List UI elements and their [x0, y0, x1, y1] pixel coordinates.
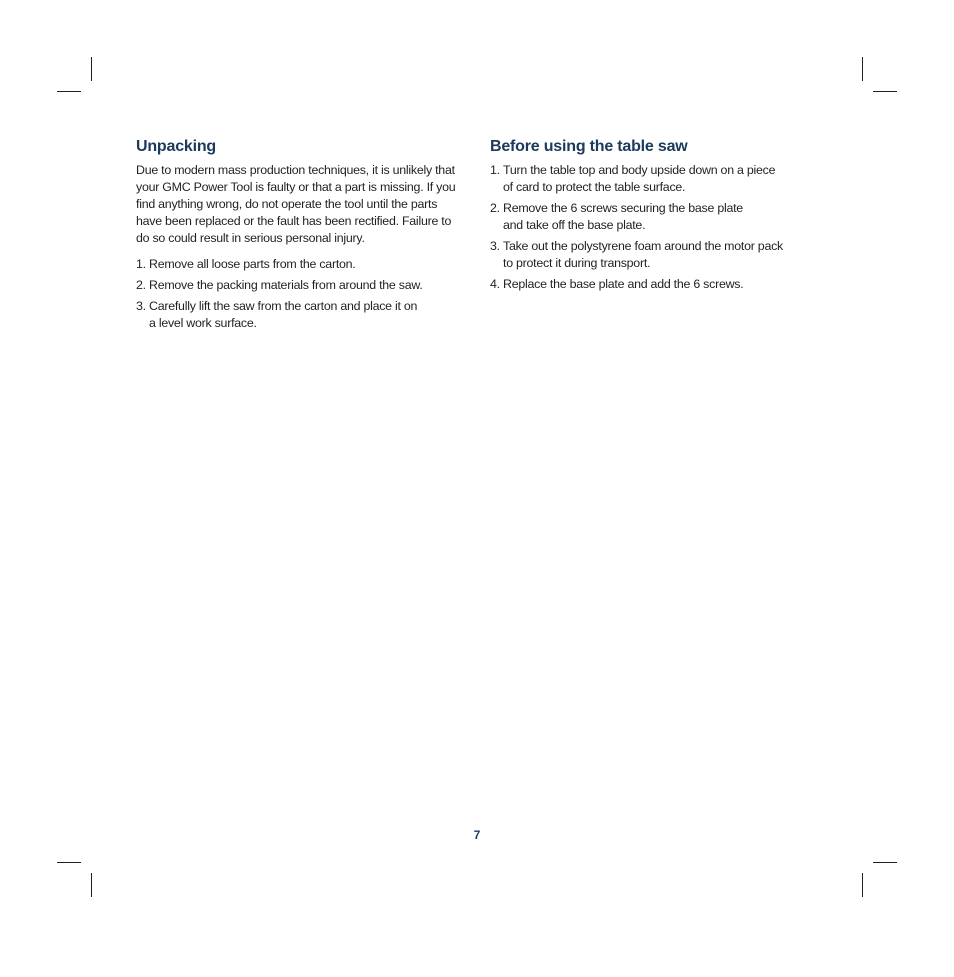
crop-mark-bottom-right-vertical	[862, 873, 863, 897]
before-using-section	[490, 137, 810, 293]
crop-mark-top-left-horizontal	[57, 91, 81, 92]
list-item: 2. Remove the 6 screws securing the base plate and take off the base plate.	[490, 201, 743, 232]
list-item: 2. Remove the packing materials from around the saw.	[136, 278, 423, 292]
unpacking-intro: Due to modern mass production techniques, it is unlikely that your GMC Power Tool is faulty or that a part is missing. If you find anything wrong, do not operate the tool until the parts have been replaced or the fault has been rectified. Failure to do so could result in serious personal injury.	[136, 163, 456, 245]
crop-mark-top-right-horizontal	[873, 91, 897, 92]
list-item: 1. Remove all loose parts from the carton.	[136, 257, 356, 271]
unpacking-section	[136, 137, 466, 332]
crop-mark-top-left-vertical	[91, 57, 92, 81]
before-using-steps	[490, 162, 810, 293]
crop-mark-bottom-right-horizontal	[873, 862, 897, 863]
list-item: 1. Turn the table top and body upside down on a piece of card to protect the table surface.	[490, 163, 776, 194]
list-item: 3. Take out the polystyrene foam around the motor pack to protect it during transport.	[490, 239, 783, 270]
list-item: 3. Carefully lift the saw from the carton and place it on a level work surface.	[136, 299, 418, 330]
unpacking-heading: Unpacking	[136, 138, 216, 155]
page-number: 7	[473, 828, 481, 842]
unpacking-steps	[136, 256, 466, 332]
crop-mark-bottom-left-horizontal	[57, 862, 81, 863]
crop-mark-top-right-vertical	[862, 57, 863, 81]
crop-mark-bottom-left-vertical	[91, 873, 92, 897]
list-item: 4. Replace the base plate and add the 6 screws.	[490, 277, 744, 291]
before-using-heading: Before using the table saw	[490, 138, 688, 155]
